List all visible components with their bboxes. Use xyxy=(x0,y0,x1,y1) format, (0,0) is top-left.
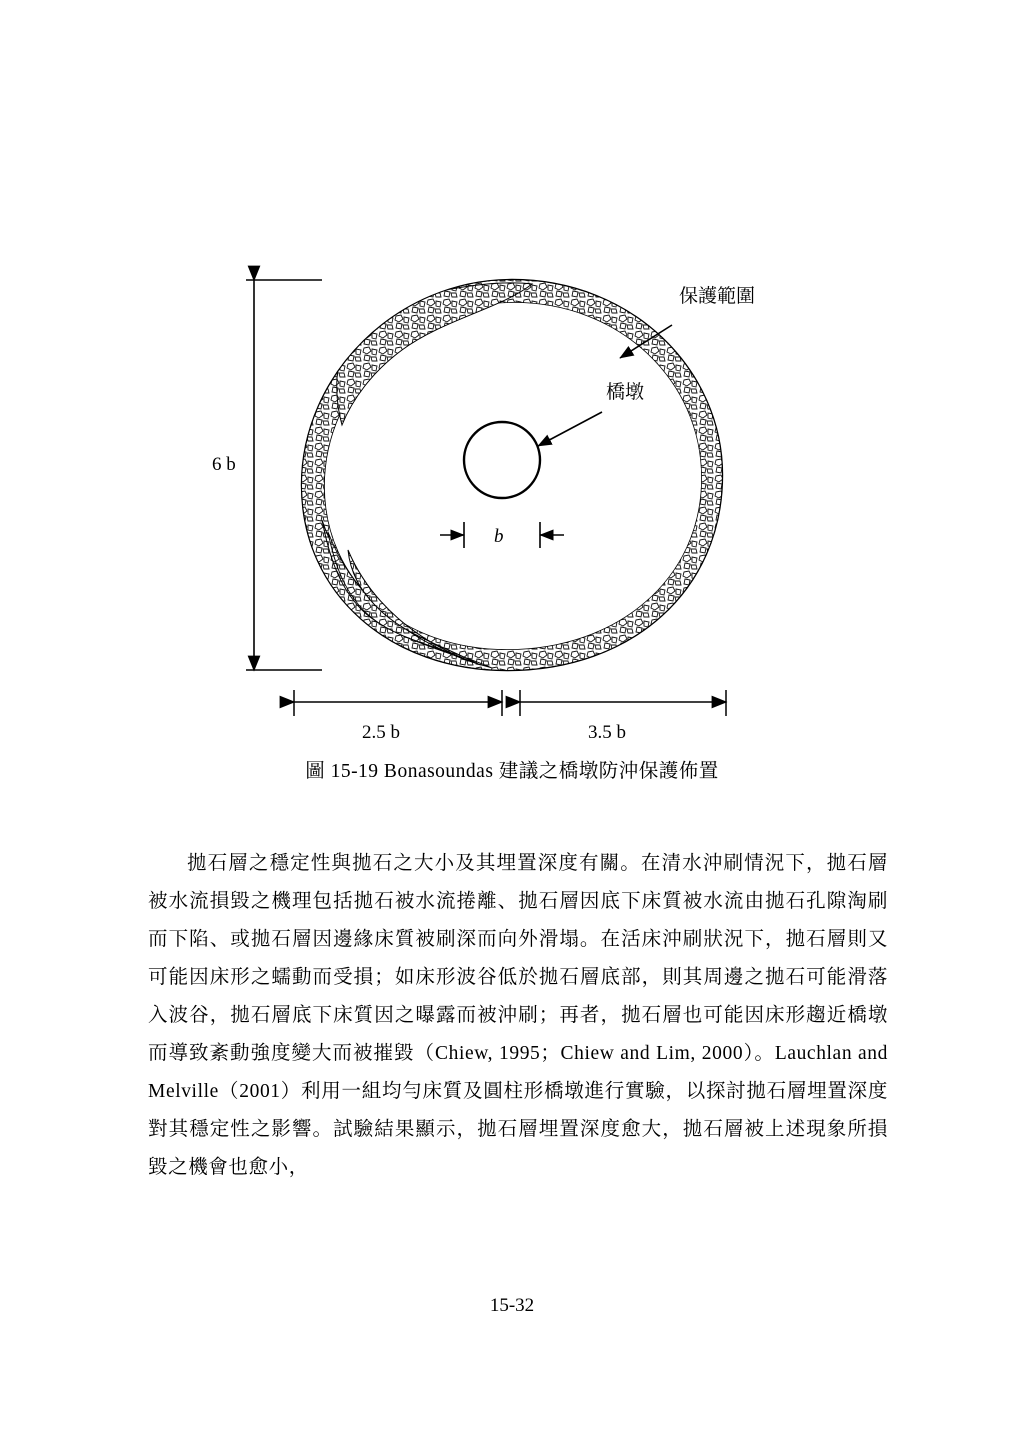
pier-leader xyxy=(538,412,602,446)
protection-area-label: 保護範圍 xyxy=(679,286,756,307)
pier-width-label: b xyxy=(494,526,504,547)
pier-circle xyxy=(464,422,540,498)
riprap-layout-drawing xyxy=(202,250,822,750)
upstream-dim-label: 2.5 b xyxy=(362,722,400,743)
figure-diagram xyxy=(0,250,1024,770)
downstream-dim-label: 3.5 b xyxy=(588,722,626,743)
body-paragraph-container xyxy=(148,845,888,1187)
body-paragraph: 拋石層之穩定性與拋石之大小及其埋置深度有關。在清水沖刷情況下，拋石層被水流損毀之機理包括拋石被水流捲離、拋石層因底下床質被水流由拋石孔隙淘刷而下陷、或拋石層因邊緣床質被刷深而向外滑塌。在活床沖刷狀況下，拋石層則又可能因床形之蠕動而受損；如床形波谷低於拋石層底部，則其周邊之拋石可能滑落入波谷，拋石層底下床質因之曝露而被沖刷；再者，拋石層也可能因床形趨近橋墩而導致紊動強度變大而被摧毀（Chiew, 1995；Chiew and Lim, 2000）。Lauchlan and Melville（2001）利用一組均勻床質及圓柱形橋墩進行實驗，以探討拋石層埋置深度對其穩定性之影響。試驗結果顯示，拋石層埋置深度愈大，拋石層被上述現象所損毀之機會也愈小， xyxy=(148,853,888,1178)
page-number: 15-32 xyxy=(489,1295,535,1316)
pier-label: 橋墩 xyxy=(606,382,645,403)
height-dim-label: 6 b xyxy=(212,454,236,475)
figure-caption: 圖 15-19 Bonasoundas 建議之橋墩防沖保護佈置 xyxy=(305,761,719,782)
